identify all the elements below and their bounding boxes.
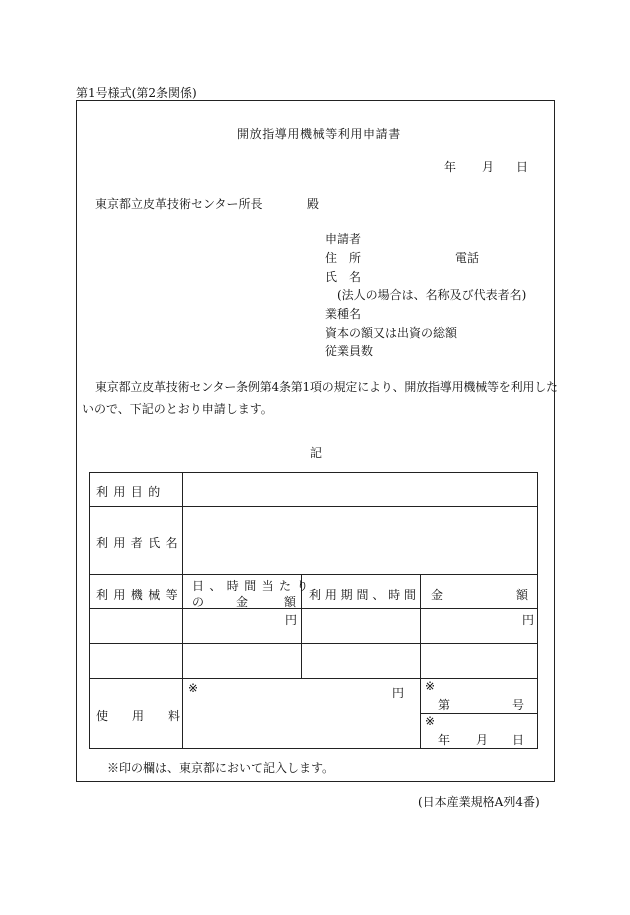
- unit-price-label-line1: 日、時間当たり: [192, 579, 314, 593]
- unit-price-yen: 円: [285, 613, 298, 627]
- fee-mark: ※: [188, 681, 199, 695]
- receipt-year: 年: [438, 733, 451, 747]
- date-month: 月: [482, 160, 495, 174]
- form-title: 開放指導用機械等利用申請書: [237, 127, 401, 141]
- capital-label: 資本の額又は出資の総額: [325, 326, 458, 340]
- name-label: 氏 名: [325, 270, 362, 284]
- amount-label-1: 金: [431, 588, 444, 602]
- address-label: 住 所: [325, 251, 362, 265]
- user-name-label: 利用者氏名: [96, 536, 184, 550]
- business-label: 業種名: [325, 307, 362, 321]
- amount-label-2: 額: [516, 588, 529, 602]
- table-row-divider: [89, 574, 538, 575]
- date-mark: ※: [425, 714, 436, 728]
- machine-label: 利用機械等: [96, 588, 184, 602]
- purpose-value: [186, 475, 534, 503]
- fee-label: 使 用 料: [96, 709, 187, 723]
- receipt-mark: ※: [425, 679, 436, 693]
- period-label: 利用期間、時間: [309, 588, 420, 602]
- table-row-divider: [89, 678, 538, 679]
- body-text-line2: いので、下記のとおり申請します。: [82, 402, 273, 416]
- purpose-label: 利用目的: [96, 485, 166, 499]
- receipt-go: 号: [512, 698, 525, 712]
- amount-yen: 円: [522, 613, 535, 627]
- table-row-divider: [89, 506, 538, 507]
- form-label: 第1号様式(第2条関係): [76, 86, 197, 100]
- receipt-month: 月: [476, 733, 489, 747]
- receipt-day: 日: [512, 733, 525, 747]
- addressee: 東京都立皮革技術センター所長: [95, 197, 263, 211]
- ki-heading: 記: [310, 446, 323, 460]
- table-row-divider: [89, 643, 538, 644]
- receipt-dai: 第: [438, 698, 451, 712]
- corp-note: (法人の場合は、名称及び代表者名): [337, 288, 527, 302]
- phone-label: 電話: [455, 251, 480, 265]
- table-row-divider: [420, 713, 538, 714]
- paper-size-note: (日本産業規格A列4番): [418, 795, 540, 809]
- body-text-line1: 東京都立皮革技術センター条例第4条第1項の規定により、開放指導用機械等を利用した: [95, 380, 558, 394]
- unit-price-label-line2: の: [192, 595, 205, 609]
- footnote: ※印の欄は、東京都において記入します。: [107, 761, 335, 775]
- unit-price-label-line4: 額: [284, 595, 297, 609]
- fee-yen: 円: [392, 686, 405, 700]
- employees-label: 従業員数: [325, 344, 374, 358]
- date-day: 日: [516, 160, 529, 174]
- date-year: 年: [444, 160, 457, 174]
- table-col-divider: [420, 574, 421, 749]
- applicant-label: 申請者: [325, 232, 362, 246]
- table-row-divider: [89, 608, 538, 609]
- unit-price-label-line3: 金: [236, 595, 249, 609]
- honorific: 殿: [307, 197, 320, 211]
